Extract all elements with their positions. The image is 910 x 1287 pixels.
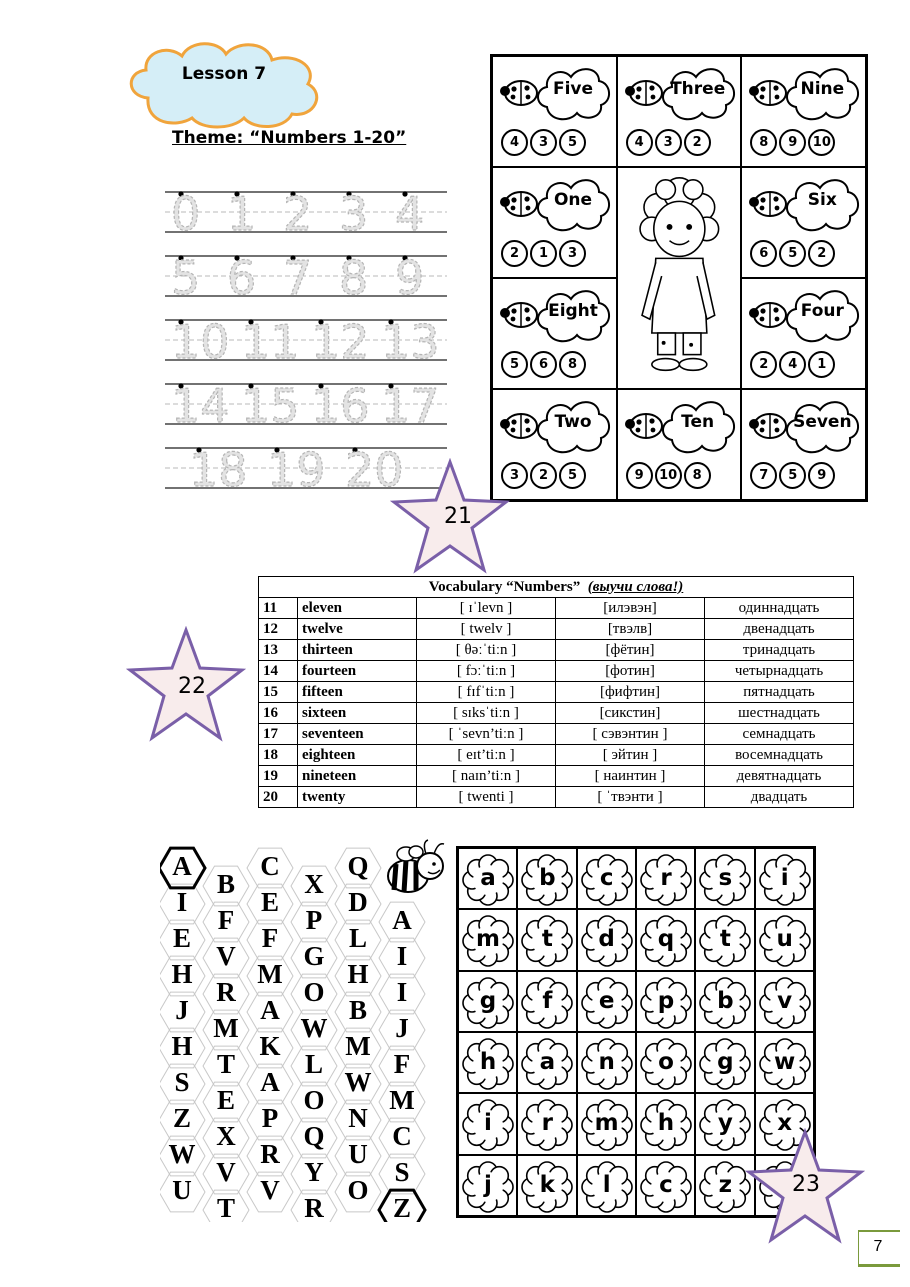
maze-letter: F <box>261 923 279 953</box>
maze-letter: R <box>216 977 236 1007</box>
flower-cell[interactable] <box>517 848 576 909</box>
maze-letter: X <box>216 1121 236 1151</box>
flower-cell[interactable] <box>577 848 636 909</box>
vocab-russian-reading: [фотин] <box>556 661 705 682</box>
flower-cell[interactable] <box>577 909 636 970</box>
vocabulary-header-row <box>259 577 854 598</box>
vocab-number: 19 <box>259 766 298 787</box>
maze-letter: W <box>300 1013 328 1043</box>
number-options <box>750 462 835 489</box>
number-option-circle[interactable]: 3 <box>501 462 528 489</box>
number-options <box>501 240 586 267</box>
maze-letter: H <box>347 959 369 989</box>
bee-icon <box>382 838 448 904</box>
flower-letter: v <box>777 987 793 1014</box>
ladybug-cell-two <box>492 389 617 500</box>
number-option-circle[interactable]: 5 <box>559 129 586 156</box>
flower-letter: n <box>598 1048 615 1075</box>
vocab-russian-reading: [ сэвэнтин ] <box>556 724 705 745</box>
number-word: Five <box>552 79 594 99</box>
number-option-circle[interactable]: 4 <box>626 129 653 156</box>
number-option-circle[interactable]: 3 <box>655 129 682 156</box>
tracing-number: 2 <box>283 187 313 241</box>
number-options <box>626 129 711 156</box>
flower-cell[interactable] <box>755 848 814 909</box>
vocab-russian-reading: [фётин] <box>556 640 705 661</box>
flower-cell[interactable] <box>695 909 754 970</box>
flower-cell[interactable] <box>577 1155 636 1216</box>
tracing-number: 3 <box>339 187 369 241</box>
vocab-russian-translation: шестнадцать <box>705 703 854 724</box>
vocab-number: 15 <box>259 682 298 703</box>
flower-letter: l <box>602 1171 611 1198</box>
number-options <box>750 240 835 267</box>
star-23-number: 23 <box>792 1172 820 1197</box>
maze-letter: T <box>216 1049 235 1079</box>
vocabulary-title <box>259 577 854 598</box>
maze-letter: Q <box>303 1121 325 1151</box>
vocabulary-table <box>258 576 854 808</box>
number-word: Eight <box>548 301 598 321</box>
number-options <box>750 351 835 378</box>
number-option-circle[interactable]: 10 <box>808 129 835 156</box>
number-option-circle[interactable]: 4 <box>779 351 806 378</box>
vocab-transcription: [ naɪn’tiːn ] <box>417 766 556 787</box>
number-option-circle[interactable]: 3 <box>530 129 557 156</box>
maze-letter: L <box>304 1049 323 1079</box>
tracing-number: 13 <box>381 315 440 369</box>
vocab-transcription: [ twenti ] <box>417 787 556 808</box>
flower-letter: a <box>539 1048 556 1075</box>
maze-letter: D <box>348 887 368 917</box>
maze-letter: I <box>396 941 408 971</box>
tracing-number: 4 <box>395 187 425 241</box>
ladybug-cell-four <box>741 278 866 389</box>
flower-letter: o <box>658 1048 674 1075</box>
number-option-circle[interactable]: 1 <box>808 351 835 378</box>
flower-cell[interactable] <box>695 971 754 1032</box>
flower-cell[interactable] <box>517 1155 576 1216</box>
number-option-circle[interactable]: 8 <box>684 462 711 489</box>
number-option-circle[interactable]: 5 <box>779 240 806 267</box>
maze-letter: B <box>216 869 235 899</box>
ladybug-cell-three <box>617 56 742 167</box>
vocab-russian-reading: [илэвэн] <box>556 598 705 619</box>
flower-cell[interactable] <box>577 971 636 1032</box>
flower-letter: i <box>780 865 789 891</box>
vocabulary-row <box>259 682 854 703</box>
ladybug-cell-eight <box>492 278 617 389</box>
number-option-circle[interactable]: 6 <box>530 351 557 378</box>
number-word: Four <box>800 301 844 321</box>
flower-cell[interactable] <box>636 1155 695 1216</box>
vocab-number: 13 <box>259 640 298 661</box>
maze-letter: C <box>392 1121 412 1151</box>
flower-letter: h <box>479 1048 497 1075</box>
flower-letter: a <box>480 865 496 891</box>
flower-letter: i <box>484 1110 492 1137</box>
number-options <box>501 462 586 489</box>
hexagon-letter-maze <box>160 842 450 1222</box>
flower-letter: p <box>657 987 675 1014</box>
number-option-circle[interactable]: 2 <box>530 462 557 489</box>
number-option-circle[interactable]: 5 <box>501 351 528 378</box>
ladybug-cell-six <box>741 167 866 278</box>
flower-cell[interactable] <box>517 1093 576 1154</box>
flower-letter: t <box>541 926 553 953</box>
flower-letter: w <box>774 1048 796 1075</box>
flower-letter: t <box>719 926 731 953</box>
vocab-russian-translation: двенадцать <box>705 619 854 640</box>
tracing-number: 10 <box>171 315 230 369</box>
maze-letter: I <box>396 977 408 1007</box>
vocabulary-row <box>259 640 854 661</box>
number-option-circle[interactable]: 2 <box>808 240 835 267</box>
page-number-bottom-rule <box>858 1264 900 1267</box>
number-options <box>501 351 586 378</box>
tracing-number: 16 <box>311 379 370 433</box>
vocab-transcription: [ ɪˈlevn ] <box>417 598 556 619</box>
maze-letter: X <box>304 869 324 899</box>
maze-letter: Y <box>304 1157 324 1187</box>
vocab-russian-translation: девятнадцать <box>705 766 854 787</box>
tracing-number: 1 <box>227 187 257 241</box>
maze-letter: E <box>172 923 191 953</box>
flower-cell[interactable] <box>695 1032 754 1093</box>
flower-cell[interactable] <box>458 1093 517 1154</box>
tracing-number: 7 <box>283 251 313 305</box>
girl-illustration-cell <box>617 167 742 389</box>
star-22-number: 22 <box>178 674 206 699</box>
flower-letter: g <box>479 987 497 1014</box>
flower-letter: h <box>657 1110 675 1137</box>
maze-letter: V <box>260 1175 280 1205</box>
number-tracing-worksheet <box>165 180 447 502</box>
flower-cell[interactable] <box>636 971 695 1032</box>
maze-letter: F <box>393 1049 411 1079</box>
flower-letter: c <box>659 1171 673 1198</box>
maze-letter: K <box>259 1031 281 1061</box>
flower-letter: f <box>542 987 553 1014</box>
maze-letter: W <box>344 1067 372 1097</box>
maze-letter: O <box>303 977 325 1007</box>
vocab-english-word: nineteen <box>298 766 417 787</box>
maze-letter: V <box>216 1157 236 1187</box>
tracing-number: 12 <box>311 315 370 369</box>
vocabulary-row <box>259 724 854 745</box>
maze-letter: O <box>347 1175 369 1205</box>
vocab-transcription: [ eɪt’tiːn ] <box>417 745 556 766</box>
star-21-number: 21 <box>444 504 472 529</box>
maze-letter: Z <box>172 1103 191 1133</box>
vocab-english-word: fifteen <box>298 682 417 703</box>
vocabulary-row <box>259 661 854 682</box>
maze-letter: M <box>345 1031 371 1061</box>
number-option-circle[interactable]: 7 <box>750 462 777 489</box>
vocab-number: 14 <box>259 661 298 682</box>
flower-letter: y <box>717 1110 733 1137</box>
number-option-circle[interactable]: 9 <box>808 462 835 489</box>
vocab-russian-translation: одиннадцать <box>705 598 854 619</box>
flower-cell[interactable] <box>636 848 695 909</box>
vocabulary-row <box>259 787 854 808</box>
flower-letter: b <box>539 865 556 891</box>
maze-letter: R <box>304 1193 324 1223</box>
flower-cell[interactable] <box>577 1093 636 1154</box>
vocab-english-word: fourteen <box>298 661 417 682</box>
flower-cell[interactable] <box>458 1155 517 1216</box>
flower-cell[interactable] <box>458 971 517 1032</box>
maze-letter: V <box>216 941 236 971</box>
girl-illustration <box>618 168 741 388</box>
vocab-russian-reading: [ ˈтвэнти ] <box>556 787 705 808</box>
vocab-russian-reading: [фифтин] <box>556 682 705 703</box>
vocab-english-word: twenty <box>298 787 417 808</box>
maze-letter: P <box>261 1103 279 1133</box>
vocab-transcription: [ sɪksˈtiːn ] <box>417 703 556 724</box>
maze-letter: E <box>260 887 279 917</box>
number-option-circle[interactable]: 8 <box>750 129 777 156</box>
maze-letter: W <box>168 1139 196 1169</box>
tracing-number: 20 <box>345 443 404 497</box>
flower-letter: z <box>718 1171 733 1198</box>
flower-letter: q <box>657 926 675 953</box>
number-option-circle[interactable]: 5 <box>559 462 586 489</box>
maze-letter: H <box>171 959 193 989</box>
number-option-circle[interactable]: 9 <box>626 462 653 489</box>
vocab-transcription: [ twelv ] <box>417 619 556 640</box>
flower-letter: s <box>718 865 733 891</box>
maze-letter: E <box>216 1085 235 1115</box>
maze-letter: Z <box>392 1193 411 1223</box>
number-option-circle[interactable]: 8 <box>559 351 586 378</box>
flower-letter: c <box>599 865 614 891</box>
number-option-circle[interactable]: 2 <box>750 351 777 378</box>
flower-cell[interactable] <box>577 1032 636 1093</box>
number-option-circle[interactable]: 5 <box>779 462 806 489</box>
flower-cell[interactable] <box>458 848 517 909</box>
vocab-russian-reading: [сикстин] <box>556 703 705 724</box>
flower-letter: r <box>660 865 672 891</box>
vocab-english-word: eleven <box>298 598 417 619</box>
number-word: Two <box>554 412 592 432</box>
vocabulary-title-text: Vocabulary “Numbers” <box>428 578 581 595</box>
vocab-russian-reading: [твэлв] <box>556 619 705 640</box>
vocab-russian-reading: [ эйтин ] <box>556 745 705 766</box>
vocab-russian-translation: двадцать <box>705 787 854 808</box>
maze-letter: L <box>348 923 367 953</box>
vocab-number: 12 <box>259 619 298 640</box>
maze-letter: G <box>303 941 325 971</box>
flower-letter: x <box>777 1110 793 1137</box>
vocabulary-row <box>259 766 854 787</box>
flower-cell[interactable] <box>517 909 576 970</box>
vocab-english-word: eighteen <box>298 745 417 766</box>
ladybug-cell-nine <box>741 56 866 167</box>
flower-cell[interactable] <box>636 1032 695 1093</box>
maze-letter: H <box>171 1031 193 1061</box>
maze-letter: C <box>260 851 280 881</box>
flower-letter: d <box>598 926 615 953</box>
tracing-number: 8 <box>339 251 369 305</box>
maze-letter: U <box>172 1175 192 1205</box>
flower-cell[interactable] <box>755 909 814 970</box>
number-word: One <box>553 190 593 210</box>
maze-letter: T <box>216 1193 235 1223</box>
number-option-circle[interactable]: 2 <box>501 240 528 267</box>
ladybug-cell-one <box>492 167 617 278</box>
number-option-circle[interactable]: 10 <box>655 462 682 489</box>
maze-letter: M <box>213 1013 239 1043</box>
flower-letter: e <box>598 987 615 1014</box>
maze-letter: J <box>395 1013 409 1043</box>
flower-cell[interactable] <box>695 848 754 909</box>
flower-letter: k <box>539 1171 555 1198</box>
tracing-number: 0 <box>171 187 201 241</box>
vocabulary-row <box>259 619 854 640</box>
ladybug-number-grid <box>490 54 868 502</box>
vocab-russian-translation: восемнадцать <box>705 745 854 766</box>
flower-letter: m <box>476 926 500 953</box>
number-options <box>501 129 586 156</box>
maze-letter: A <box>392 905 412 935</box>
tracing-number: 19 <box>267 443 326 497</box>
maze-letter: O <box>303 1085 325 1115</box>
number-option-circle[interactable]: 9 <box>779 129 806 156</box>
tracing-number: 14 <box>171 379 230 433</box>
flower-letter: u <box>776 926 793 953</box>
tracing-number: 6 <box>227 251 257 305</box>
lesson-title: Lesson 7 <box>181 64 267 84</box>
maze-letter: I <box>176 887 188 917</box>
page-number: 7 <box>873 1238 883 1255</box>
lesson-cloud <box>118 38 330 130</box>
tracing-number: 15 <box>241 379 300 433</box>
number-word: Six <box>807 190 837 210</box>
flower-letter: j <box>484 1171 492 1198</box>
number-option-circle[interactable]: 3 <box>559 240 586 267</box>
vocab-english-word: twelve <box>298 619 417 640</box>
vocab-russian-translation: четырнадцать <box>705 661 854 682</box>
vocab-russian-reading: [ наинтин ] <box>556 766 705 787</box>
flower-cell[interactable] <box>636 1093 695 1154</box>
maze-letter: A <box>260 995 280 1025</box>
maze-letter: U <box>348 1139 368 1169</box>
ladybug-cell-seven <box>741 389 866 500</box>
ladybug-cell-ten <box>617 389 742 500</box>
vocab-number: 18 <box>259 745 298 766</box>
vocab-english-word: thirteen <box>298 640 417 661</box>
flower-cell[interactable] <box>458 909 517 970</box>
flower-letter: m <box>594 1110 619 1137</box>
number-option-circle[interactable]: 1 <box>530 240 557 267</box>
theme-title: Theme: “Numbers 1-20” <box>172 128 407 148</box>
maze-letter: S <box>174 1067 190 1097</box>
maze-letter: A <box>172 851 192 881</box>
maze-letter: B <box>348 995 367 1025</box>
vocab-transcription: [ θəːˈtiːn ] <box>417 640 556 661</box>
vocab-russian-translation: пятнадцать <box>705 682 854 703</box>
number-word: Nine <box>800 79 845 99</box>
maze-letter: Q <box>347 851 369 881</box>
flower-letter: g <box>717 1048 734 1075</box>
flower-letter: b <box>717 987 734 1014</box>
ladybug-cell-five <box>492 56 617 167</box>
maze-letter: A <box>260 1067 280 1097</box>
number-word: Ten <box>681 412 715 432</box>
vocab-english-word: sixteen <box>298 703 417 724</box>
vocab-number: 11 <box>259 598 298 619</box>
number-word: Three <box>670 79 726 99</box>
maze-letter: R <box>260 1139 280 1169</box>
vocab-russian-translation: тринадцать <box>705 640 854 661</box>
maze-letter: M <box>389 1085 415 1115</box>
flower-cell[interactable] <box>636 909 695 970</box>
tracing-number: 11 <box>241 315 300 369</box>
number-word: Seven <box>793 412 852 432</box>
number-options <box>750 129 835 156</box>
number-options <box>626 462 711 489</box>
vocab-transcription: [ fɔːˈtiːn ] <box>417 661 556 682</box>
flower-cell[interactable] <box>458 1032 517 1093</box>
vocabulary-row <box>259 745 854 766</box>
tracing-number: 9 <box>395 251 425 305</box>
vocab-russian-translation: семнадцать <box>705 724 854 745</box>
vocabulary-hint: (выучи слова!) <box>587 578 684 595</box>
vocab-number: 17 <box>259 724 298 745</box>
vocabulary-row <box>259 598 854 619</box>
vocab-english-word: seventeen <box>298 724 417 745</box>
flower-cell[interactable] <box>517 1032 576 1093</box>
vocab-transcription: [ fɪfˈtiːn ] <box>417 682 556 703</box>
tracing-number: 17 <box>381 379 440 433</box>
flower-cell[interactable] <box>517 971 576 1032</box>
vocabulary-row <box>259 703 854 724</box>
flower-letter: r <box>541 1110 553 1137</box>
number-option-circle[interactable]: 6 <box>750 240 777 267</box>
vocab-transcription: [ ˈsevn’tiːn ] <box>417 724 556 745</box>
vocab-number: 16 <box>259 703 298 724</box>
maze-letter: S <box>394 1157 410 1187</box>
maze-letter: J <box>175 995 189 1025</box>
maze-letter: N <box>348 1103 368 1133</box>
flower-cell[interactable] <box>755 971 814 1032</box>
flower-cell[interactable] <box>755 1032 814 1093</box>
maze-letter: F <box>217 905 235 935</box>
tracing-number: 5 <box>171 251 201 305</box>
number-option-circle[interactable]: 4 <box>501 129 528 156</box>
maze-letter: P <box>305 905 323 935</box>
maze-letter: M <box>257 959 283 989</box>
number-option-circle[interactable]: 2 <box>684 129 711 156</box>
tracing-number: 18 <box>189 443 248 497</box>
vocab-number: 20 <box>259 787 298 808</box>
